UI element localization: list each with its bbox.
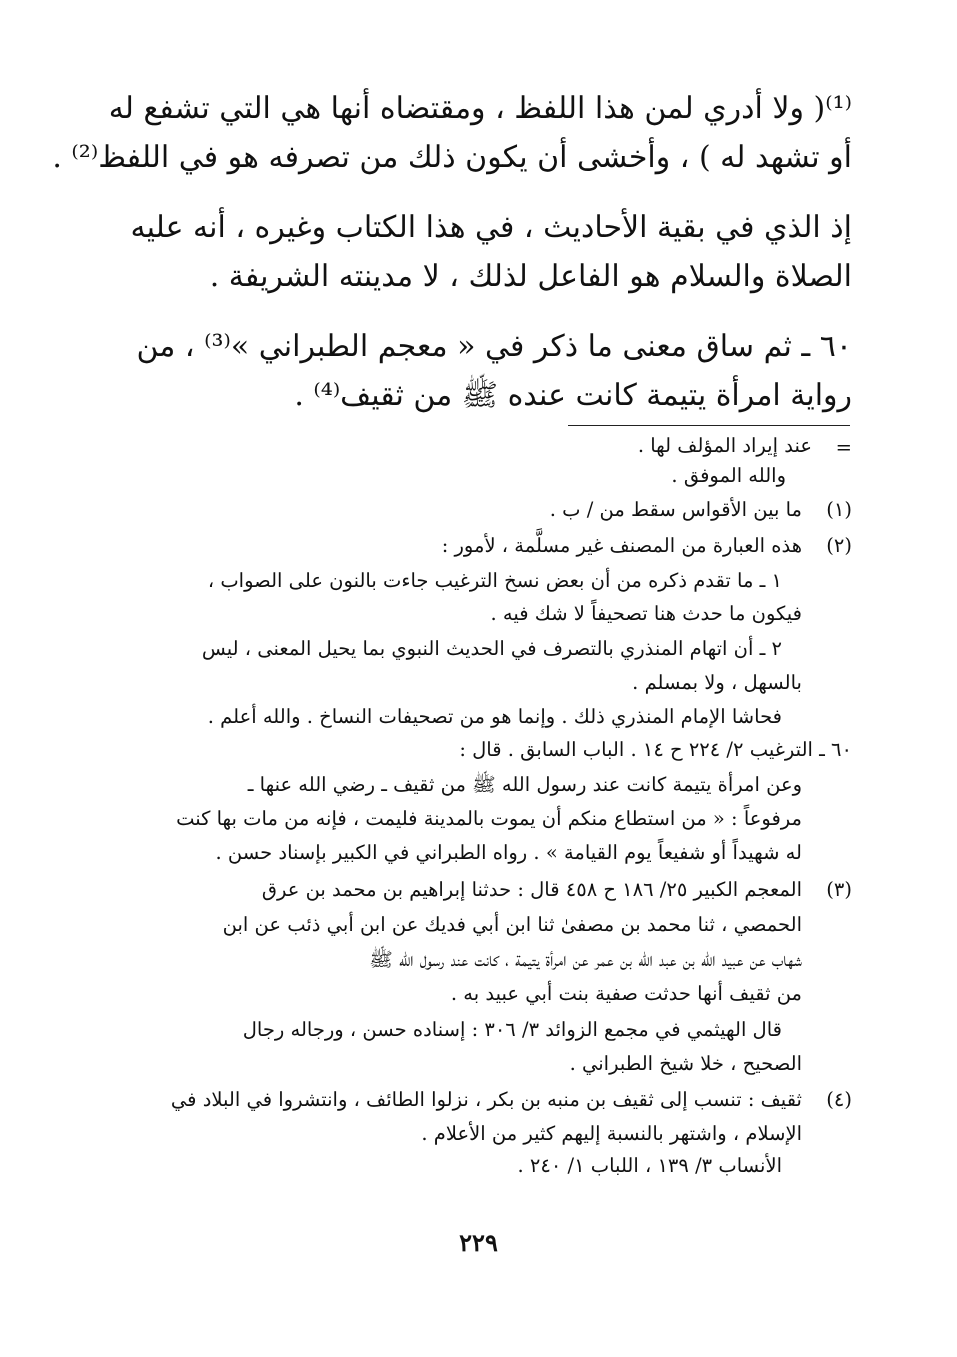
footnote-line: وعن امرأة يتيمة كانت عند رسول الله ﷺ من ثقيف ـ رضي الله عنها ـ	[247, 773, 802, 796]
main-line: ⁽¹⁾( ولا أدري لمن هذا اللفظ ، ومقتضاه أنها هي التي تشفع له	[108, 91, 852, 126]
footnote-line: ٦٠ ـ الترغيب ٢/ ٢٢٤ ح ١٤ . الباب السابق . قال :	[459, 738, 852, 761]
footnote-number: (٤)	[826, 1088, 852, 1111]
footnote-line: شهاب عن عبيد الله بن عبد الله بن عمر عن امرأة يتيمة ، كانت عند رسول الله ﷺ	[369, 948, 802, 971]
main-paragraph-2	[132, 203, 852, 301]
footnote-line: الإسلام ، واشتهر بالنسبة إليهم كثير من الأعلام .	[421, 1122, 802, 1145]
footnote-line: فيكون ما حدث هنا تصحيفاً لا شك فيه .	[490, 602, 802, 625]
continuation-marker: =	[835, 436, 852, 459]
footnote-separator	[568, 425, 850, 426]
footnote-line: المعجم الكبير ٢٥/ ١٨٦ ح ٤٥٨ قال : حدثنا إبراهيم بن محمد بن عرق	[261, 878, 802, 901]
footnote-line: هذه العبارة من المصنف غير مسلَّمة ، لأمور :	[441, 534, 802, 557]
footnote-line: ١ ـ ما تقدم ذكره من أن بعض نسخ الترغيب جاءت بالنون على الصواب ،	[207, 569, 782, 592]
footnote-line: الأنساب ٣/ ١٣٩ ، اللباب ١/ ٢٤٠ .	[517, 1154, 782, 1177]
main-line: رواية امرأة يتيمة كانت عنده ﷺ من ثقيف⁽⁴⁾ .	[294, 378, 852, 413]
footnote-line: ثقيف : تنسب إلى ثقيف بن منبه بن بكر ، نزلوا الطائف ، وانتشروا في البلاد في	[170, 1088, 802, 1111]
footnote-line: ٢ ـ أن اتهام المنذري بالتصرف في الحديث النبوي بما يحيل المعنى ، ليس	[201, 637, 782, 660]
main-line: إذ الذي في بقية الأحاديث ، في هذا الكتاب وغيره ، أنه عليه	[130, 210, 852, 245]
footnote-number: (١)	[826, 498, 852, 521]
footnote-line: فحاشا الإمام المنذري ذلك . وإنما هو من تصحيفات النساخ . والله أعلم .	[207, 705, 782, 728]
footnote-line: الصحيح ، خلا شيخ الطبراني .	[569, 1052, 802, 1075]
footnote-number: (٣)	[826, 878, 852, 901]
main-paragraph-1	[52, 84, 852, 182]
footnote-number: (٢)	[826, 534, 852, 557]
footnote-line: مرفوعاً : « من استطاع منكم أن يموت بالمدينة فليمت ، فإنه من مات بها كنت	[176, 807, 802, 830]
footnote-line: عند إيراد المؤلف لها .	[637, 434, 812, 457]
footnote-line: الحمصي ، ثنا محمد بن مصفىٰ ثنا ابن أبي فديك عن ابن أبي ذئب عن ابن	[222, 913, 802, 936]
footnote-line: قال الهيثمي في مجمع الزوائد ٣/ ٣٠٦ : إسناده حسن ، ورجاله رجال	[242, 1018, 782, 1041]
main-paragraph-3	[132, 322, 852, 420]
footnote-line: له شهيداً أو شفيعاً يوم القيامة » . رواه الطبراني في الكبير بإسناد حسن .	[215, 841, 802, 864]
footnote-line: والله الموفق .	[671, 464, 786, 487]
main-line: أو تشهد له ) ، وأخشى أن يكون ذلك من تصرفه هو في اللفظ⁽²⁾ .	[52, 140, 852, 175]
page-number: ٢٢٩	[459, 1228, 498, 1257]
main-line: ٦٠ ـ ثم ساق معنى ما ذكر في « معجم الطبراني »⁽³⁾ ، من	[136, 329, 852, 364]
footnote-line: من ثقيف أنها حدثت صفية بنت أبي عبيد به .	[450, 982, 802, 1005]
footnote-line: بالسهل ، ولا بمسلم .	[632, 671, 802, 694]
main-line: الصلاة والسلام هو الفاعل لذلك ، لا مدينته الشريفة .	[209, 259, 852, 294]
footnote-line: ما بين الأقواس سقط من / ب .	[549, 498, 802, 521]
